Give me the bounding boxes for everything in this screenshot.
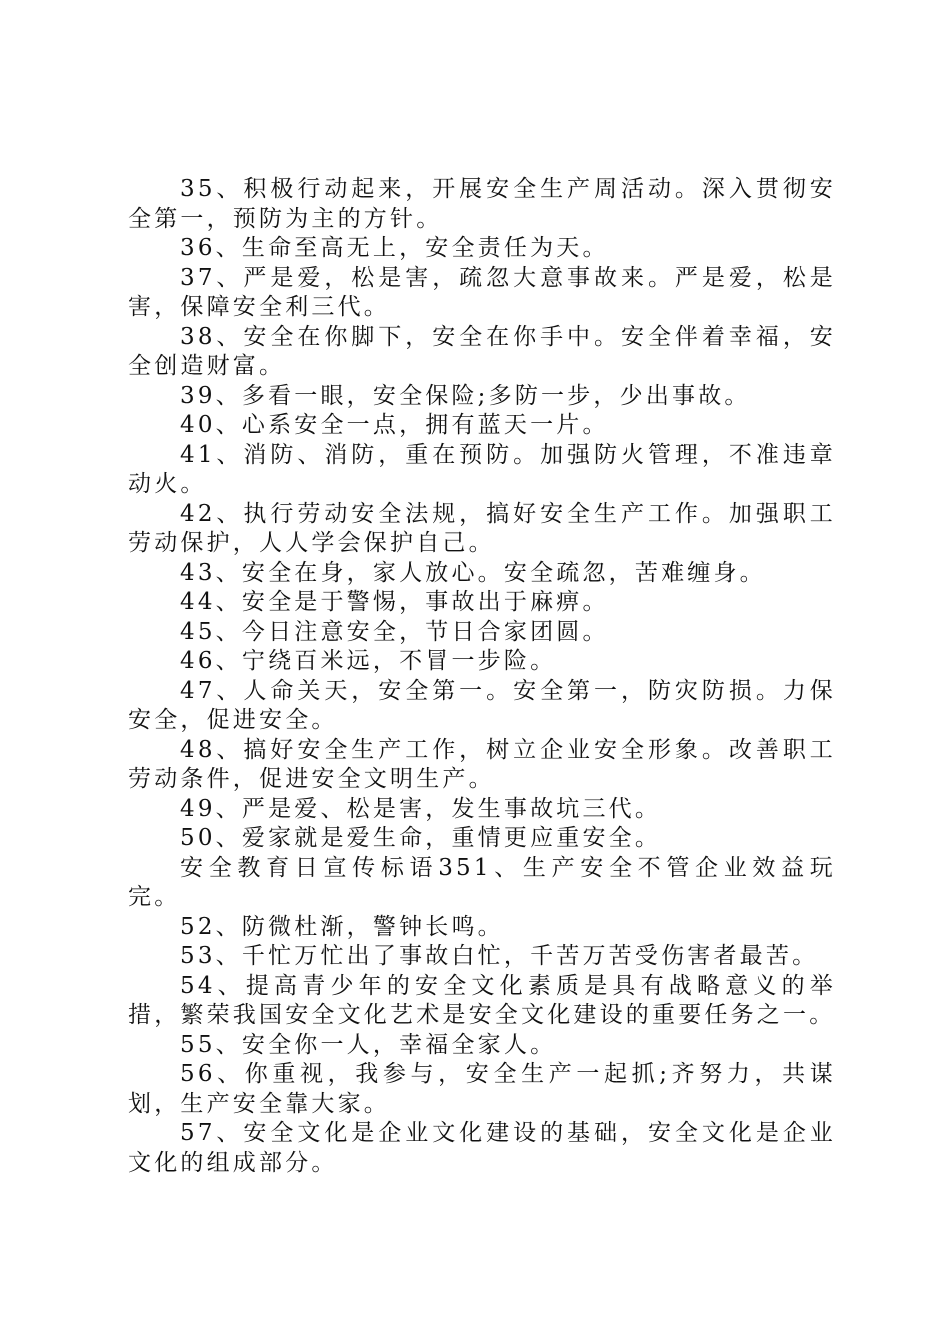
- paragraph-54: 54、提高青少年的安全文化素质是具有战略意义的举措，繁荣我国安全文化艺术是安全文化建设的重要任务之一。: [128, 972, 836, 1028]
- document-body: [128, 175, 836, 1178]
- paragraph-41: 41、消防、消防，重在预防。加强防火管理，不准违章动火。: [128, 441, 836, 497]
- paragraph-45: 45、今日注意安全，节日合家团圆。: [180, 618, 609, 645]
- paragraph-47: 47、人命关天，安全第一。安全第一，防灾防损。力保安全，促进安全。: [128, 677, 836, 733]
- paragraph-44: 44、安全是于警惕，事故出于麻痹。: [180, 589, 609, 615]
- paragraph-37: 37、严是爱，松是害，疏忽大意事故来。严是爱，松是害，保障安全利三代。: [128, 264, 836, 320]
- paragraph-53: 53、千忙万忙出了事故白忙，千苦万苦受伤害者最苦。: [180, 943, 819, 969]
- paragraph-52: 52、防微杜渐，警钟长鸣。: [180, 913, 504, 940]
- paragraph-51: 安全教育日宣传标语351、生产安全不管企业效益玩完。: [128, 854, 836, 910]
- paragraph-39: 39、多看一眼，安全保险;多防一步，少出事故。: [180, 382, 751, 409]
- paragraph-48: 48、搞好安全生产工作，树立企业安全形象。改善职工劳动条件，促进安全文明生产。: [128, 736, 836, 792]
- paragraph-46: 46、宁绕百米远，不冒一步险。: [180, 648, 557, 674]
- paragraph-56: 56、你重视，我参与，安全生产一起抓;齐努力，共谋划，生产安全靠大家。: [128, 1061, 836, 1117]
- paragraph-57: 57、安全文化是企业文化建设的基础，安全文化是企业文化的组成部分。: [128, 1120, 836, 1176]
- paragraph-49: 49、严是爱、松是害，发生事故坑三代。: [180, 795, 662, 822]
- paragraph-35: 35、积极行动起来，开展安全生产周活动。深入贯彻安全第一，预防为主的方针。: [128, 176, 836, 232]
- paragraph-42: 42、执行劳动安全法规，搞好安全生产工作。加强职工劳动保护，人人学会保护自己。: [128, 500, 836, 556]
- paragraph-50: 50、爱家就是爱生命，重情更应重安全。: [180, 825, 662, 851]
- paragraph-43: 43、安全在身，家人放心。安全疏忽，苦难缠身。: [180, 559, 766, 586]
- paragraph-36: 36、生命至高无上，安全责任为天。: [180, 235, 609, 261]
- paragraph-40: 40、心系安全一点，拥有蓝天一片。: [180, 412, 609, 438]
- paragraph-38: 38、安全在你脚下，安全在你手中。安全伴着幸福，安全创造财富。: [128, 323, 836, 379]
- paragraph-55: 55、安全你一人，幸福全家人。: [180, 1031, 557, 1058]
